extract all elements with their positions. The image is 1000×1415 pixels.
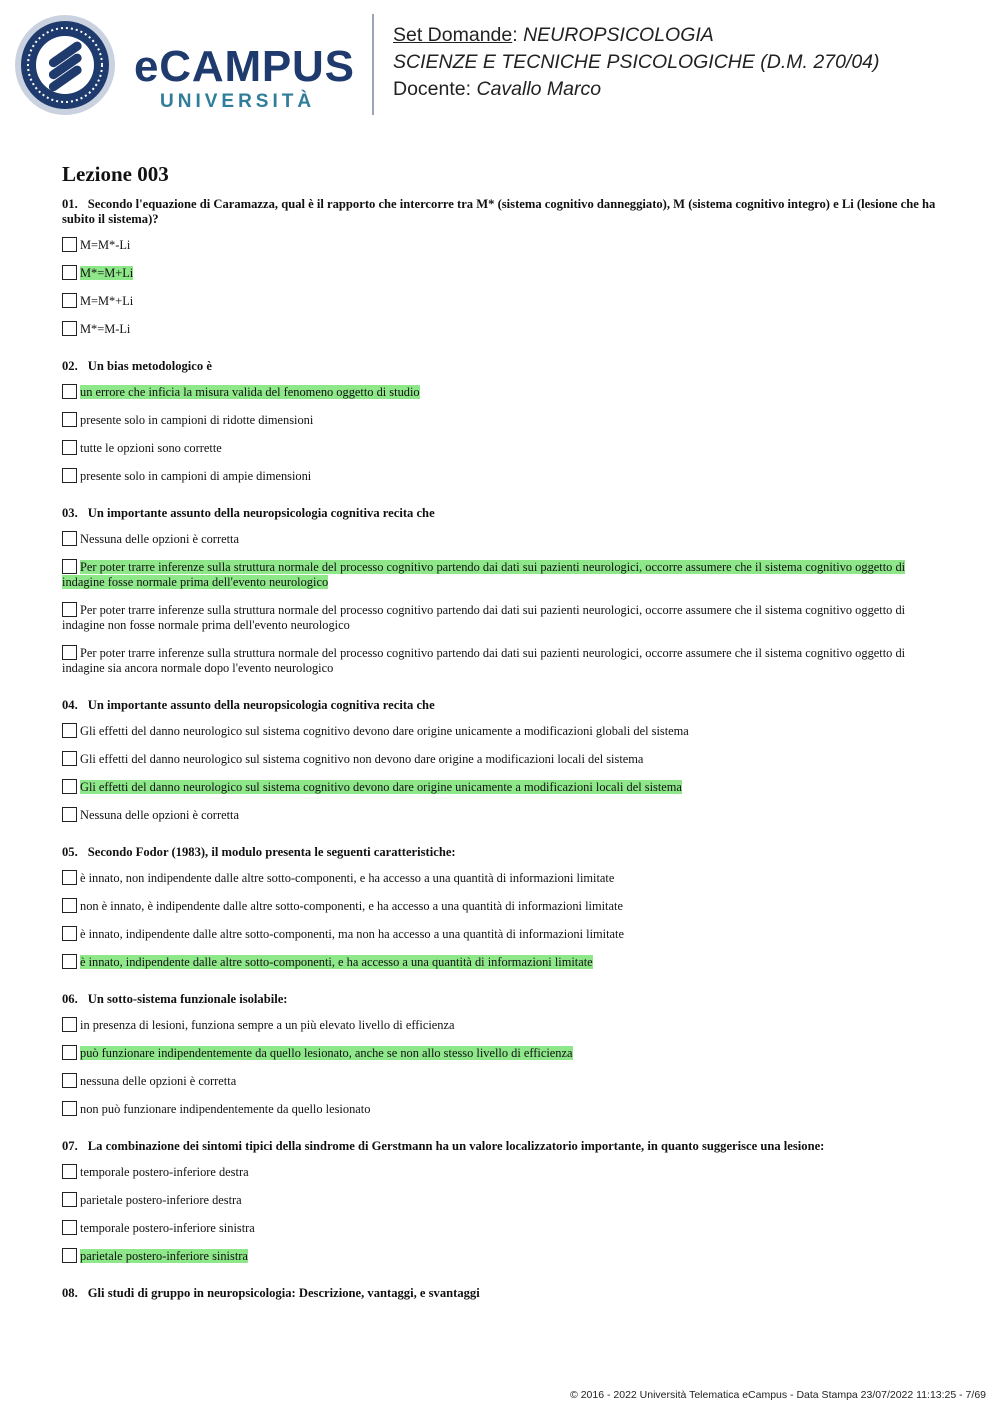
question-2 [62, 359, 942, 484]
answer-option [62, 237, 942, 253]
answer-option [62, 723, 942, 739]
docente-line [393, 76, 880, 103]
checkbox-icon[interactable] [62, 1073, 77, 1088]
checkbox-icon[interactable] [62, 898, 77, 913]
answer-option [62, 870, 942, 886]
checkbox-icon[interactable] [62, 779, 77, 794]
answer-text: Nessuna delle opzioni è corretta [80, 532, 239, 546]
answer-option [62, 1045, 942, 1061]
answer-option [62, 1192, 942, 1208]
question-6 [62, 992, 942, 1117]
checkbox-icon[interactable] [62, 440, 77, 455]
answer-option [62, 1164, 942, 1180]
checkbox-icon[interactable] [62, 1164, 77, 1179]
answer-text: nessuna delle opzioni è corretta [80, 1074, 237, 1088]
answer-option [62, 293, 942, 309]
answer-text: presente solo in campioni di ridotte dimensioni [80, 413, 314, 427]
question-number: 04. [62, 698, 78, 712]
answer-text: M=M*-Li [80, 238, 131, 252]
question-title [62, 359, 942, 374]
checkbox-icon[interactable] [62, 265, 77, 280]
answer-option [62, 751, 942, 767]
checkbox-icon[interactable] [62, 1192, 77, 1207]
question-number: 08. [62, 1286, 78, 1300]
correct-answer-text: Per poter trarre inferenze sulla struttura normale del processo cognitivo partendo dai dati sui pazienti neurologici, occorre assumere che il sistema cognitivo oggetto di indagine fosse normale prima dell'evento neurologico [62, 560, 906, 589]
correct-answer-text: è innato, indipendente dalle altre sotto-componenti, e ha accesso a una quantità di informazioni limitate [80, 955, 593, 969]
checkbox-icon[interactable] [62, 468, 77, 483]
question-text: La combinazione dei sintomi tipici della sindrome di Gerstmann ha un valore localizzatorio importante, in quanto suggerisce una lesione: [87, 1139, 825, 1153]
question-title [62, 506, 942, 521]
checkbox-icon[interactable] [62, 1248, 77, 1263]
answer-option [62, 926, 942, 942]
checkbox-icon[interactable] [62, 870, 77, 885]
logo-sub: UNIVERSITÀ [160, 91, 316, 112]
course-line [393, 49, 880, 76]
answer-text: è innato, indipendente dalle altre sotto-componenti, ma non ha accesso a una quantità di informazioni limitate [80, 927, 624, 941]
answer-option [62, 321, 942, 337]
question-number: 05. [62, 845, 78, 859]
answer-text: M*=M-Li [80, 322, 131, 336]
question-number: 02. [62, 359, 78, 373]
question-text: Un sotto-sistema funzionale isolabile: [87, 992, 288, 1006]
answer-text: Gli effetti del danno neurologico sul sistema cognitivo devono dare origine unicamente a modificazioni globali del sistema [80, 724, 689, 738]
question-5 [62, 845, 942, 970]
question-text: Un importante assunto della neuropsicologia cognitiva recita che [87, 506, 435, 520]
header-divider [372, 14, 374, 115]
question-4 [62, 698, 942, 823]
answer-option [62, 1220, 942, 1236]
checkbox-icon[interactable] [62, 384, 77, 399]
question-title [62, 992, 942, 1007]
question-7 [62, 1139, 942, 1264]
answer-option [62, 1101, 942, 1117]
answer-option [62, 645, 942, 676]
answer-text: non è innato, è indipendente dalle altre sotto-componenti, e ha accesso a una quantità di informazioni limitate [80, 899, 623, 913]
checkbox-icon[interactable] [62, 1017, 77, 1032]
answer-option [62, 265, 942, 281]
question-title [62, 1139, 942, 1154]
question-title [62, 845, 942, 860]
answer-text: presente solo in campioni di ampie dimensioni [80, 469, 312, 483]
checkbox-icon[interactable] [62, 1045, 77, 1060]
question-title [62, 1286, 942, 1301]
correct-answer-text: può funzionare indipendentemente da quello lesionato, anche se non allo stesso livello di efficienza [80, 1046, 573, 1060]
checkbox-icon[interactable] [62, 602, 77, 617]
answer-option [62, 1248, 942, 1264]
answer-option [62, 412, 942, 428]
set-line: Set Domande: NEUROPSICOLOGIA [393, 24, 714, 46]
question-text: Un bias metodologico è [87, 359, 212, 373]
page-header [0, 0, 1000, 130]
question-text: Secondo Fodor (1983), il modulo presenta le seguenti caratteristiche: [87, 845, 456, 859]
answer-option [62, 384, 942, 400]
checkbox-icon[interactable] [62, 1220, 77, 1235]
answer-text: non può funzionare indipendentemente da quello lesionato [80, 1102, 371, 1116]
checkbox-icon[interactable] [62, 412, 77, 427]
question-text: Secondo l'equazione di Caramazza, qual è il rapporto che intercorre tra M* (sistema cognitivo danneggiato), M (sistema cognitivo integro) e Li (lesione che ha subito il sistema)? [62, 197, 936, 226]
page-footer: © 2016 - 2022 Università Telematica eCampus - Data Stampa 23/07/2022 11:13:25 - 7/69 [570, 1389, 986, 1401]
course-name: SCIENZE E TECNICHE PSICOLOGICHE (D.M. 270/04) [393, 51, 880, 73]
set-value: NEUROPSICOLOGIA [523, 24, 714, 46]
answer-option [62, 1073, 942, 1089]
correct-answer-text: un errore che inficia la misura valida del fenomeno oggetto di studio [80, 385, 420, 399]
ecampus-logo [14, 14, 364, 118]
checkbox-icon[interactable] [62, 807, 77, 822]
question-title [62, 197, 942, 227]
set-label: Set Domande [393, 24, 513, 46]
checkbox-icon[interactable] [62, 926, 77, 941]
answer-text: Gli effetti del danno neurologico sul sistema cognitivo non devono dare origine a modificazioni locali del sistema [80, 752, 644, 766]
question-number: 01. [62, 197, 78, 211]
checkbox-icon[interactable] [62, 954, 77, 969]
answer-text: temporale postero-inferiore destra [80, 1165, 249, 1179]
question-text: Gli studi di gruppo in neuropsicologia: Descrizione, vantaggi, e svantaggi [87, 1286, 480, 1300]
checkbox-icon[interactable] [62, 321, 77, 336]
answer-option [62, 954, 942, 970]
checkbox-icon[interactable] [62, 723, 77, 738]
answer-text: Per poter trarre inferenze sulla struttura normale del processo cognitivo partendo dai dati sui pazienti neurologici, occorre assumere che il sistema cognitivo oggetto di indagine non fosse normale prima dell'evento neurologico [62, 603, 906, 632]
answer-option [62, 440, 942, 456]
answer-text: M=M*+Li [80, 294, 134, 308]
answer-option [62, 807, 942, 823]
logo-brand: eCAMPUS [134, 42, 354, 91]
correct-answer-text: Gli effetti del danno neurologico sul sistema cognitivo devono dare origine unicamente a modificazioni locali del sistema [80, 780, 682, 794]
question-number: 07. [62, 1139, 78, 1153]
correct-answer-text: M*=M+Li [80, 266, 134, 280]
answer-option [62, 602, 942, 633]
checkbox-icon[interactable] [62, 237, 77, 252]
question-list [62, 162, 942, 1323]
answer-option [62, 1017, 942, 1033]
question-8 [62, 1286, 942, 1301]
checkbox-icon[interactable] [62, 751, 77, 766]
checkbox-icon[interactable] [62, 531, 77, 546]
question-number: 03. [62, 506, 78, 520]
question-3 [62, 506, 942, 676]
answer-text: temporale postero-inferiore sinistra [80, 1221, 255, 1235]
answer-text: tutte le opzioni sono corrette [80, 441, 222, 455]
answer-text: è innato, non indipendente dalle altre sotto-componenti, e ha accesso a una quantità di informazioni limitate [80, 871, 615, 885]
answer-option [62, 898, 942, 914]
checkbox-icon[interactable] [62, 645, 77, 660]
question-1 [62, 197, 942, 337]
course-info [393, 22, 880, 103]
lesson-title: Lezione 003 [62, 162, 169, 186]
checkbox-icon[interactable] [62, 559, 77, 574]
docente-value: Cavallo Marco [476, 78, 602, 100]
answer-option [62, 531, 942, 547]
answer-text: in presenza di lesioni, funziona sempre a un più elevato livello di efficienza [80, 1018, 455, 1032]
question-text: Un importante assunto della neuropsicologia cognitiva recita che [87, 698, 435, 712]
questions-container [62, 197, 942, 1301]
docente-label: Docente: [393, 78, 472, 100]
answer-text: Per poter trarre inferenze sulla struttura normale del processo cognitivo partendo dai dati sui pazienti neurologici, occorre assumere che il sistema cognitivo oggetto di indagine sia ancora normale dopo l'evento neurologico [62, 646, 906, 675]
answer-text: parietale postero-inferiore destra [80, 1193, 242, 1207]
answer-option [62, 468, 942, 484]
question-title [62, 698, 942, 713]
answer-option [62, 779, 942, 795]
checkbox-icon[interactable] [62, 1101, 77, 1116]
answer-text: Nessuna delle opzioni è corretta [80, 808, 239, 822]
correct-answer-text: parietale postero-inferiore sinistra [80, 1249, 248, 1263]
checkbox-icon[interactable] [62, 293, 77, 308]
answer-option [62, 559, 942, 590]
question-number: 06. [62, 992, 78, 1006]
